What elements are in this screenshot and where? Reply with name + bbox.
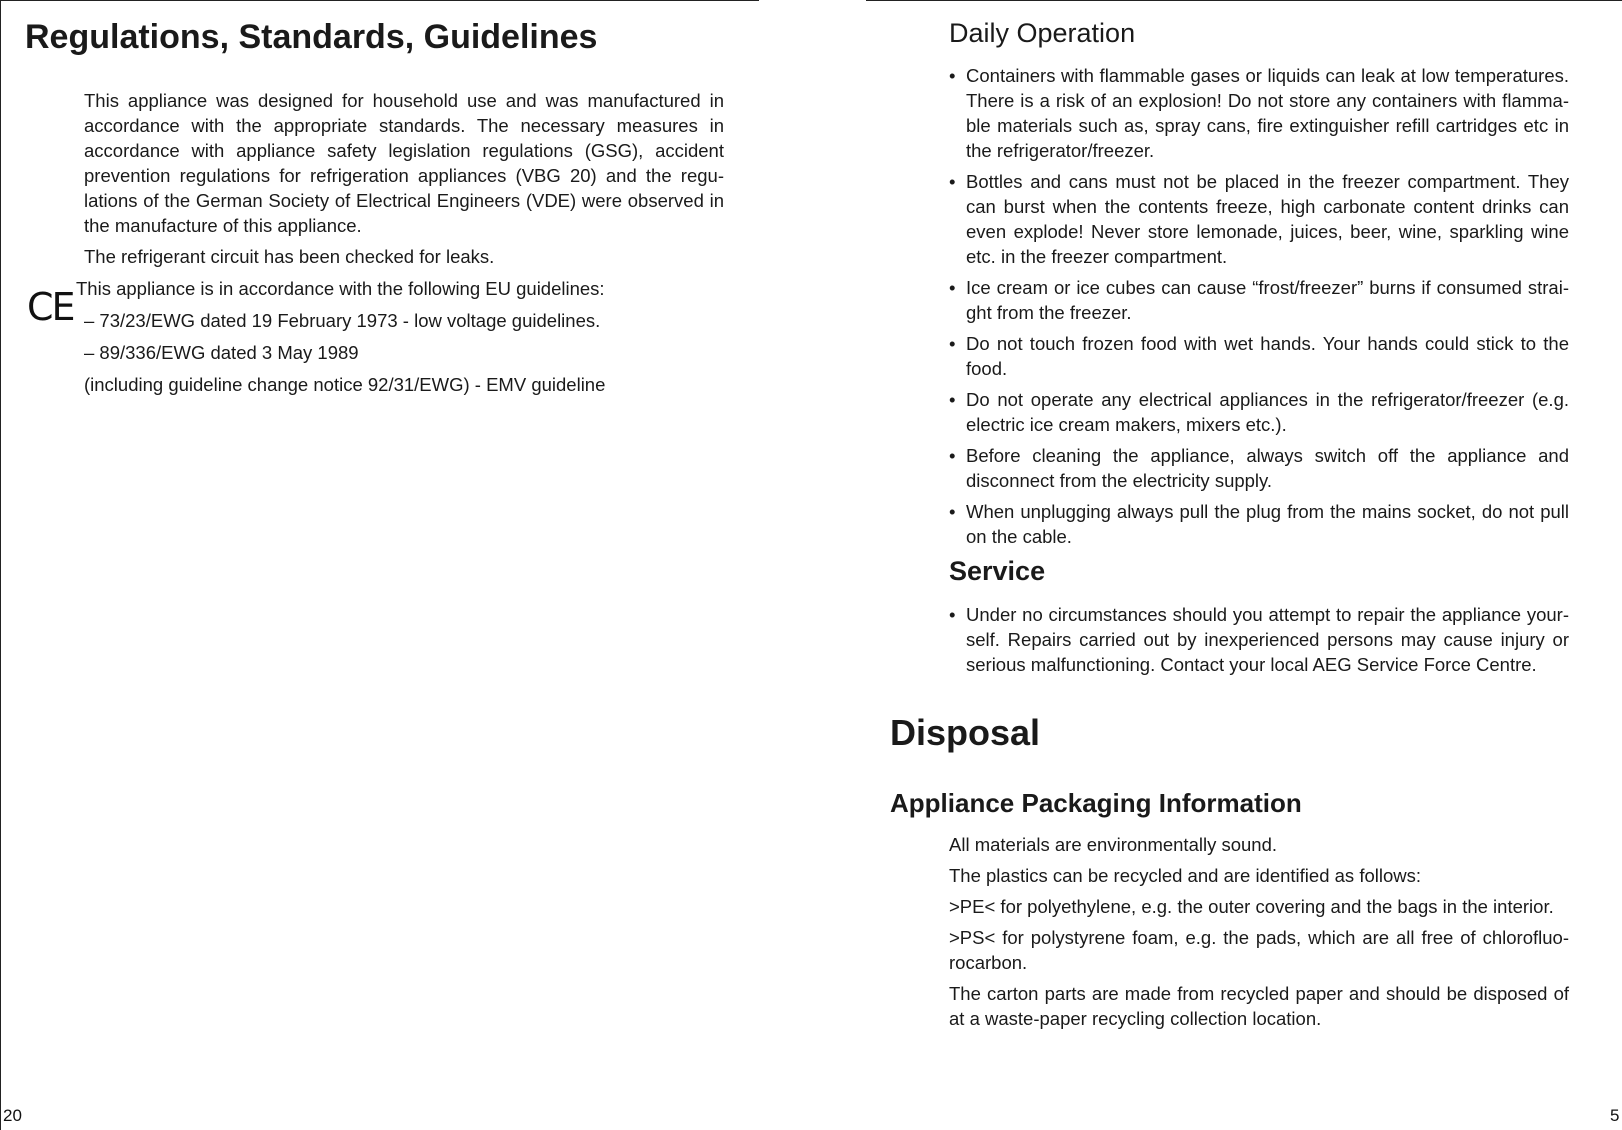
left-page bbox=[0, 0, 761, 1130]
disposal-title: Disposal bbox=[890, 712, 1041, 753]
packaging-title: Appliance Packaging Information bbox=[890, 788, 1302, 818]
paragraph: The carton parts are made from recycled paper and should be disposed of at a waste-paper recycling collection location. bbox=[949, 983, 1569, 1029]
paragraph: The refrigerant circuit has been checked for leaks. bbox=[84, 246, 495, 267]
daily-operation-title: Daily Operation bbox=[949, 18, 1136, 48]
regulations-text bbox=[84, 88, 724, 275]
list-item: • Bottles and cans must not be placed in the freezer compartment. They can burst when the contents freeze, high carbonate content drinks can even explode! Never store lemonade, juices, beer, wine, sparkling wine etc. in the freezer compartment. bbox=[949, 171, 1569, 267]
list-item: • Before cleaning the appliance, always switch off the appliance and disconnect from the electricity supply. bbox=[949, 445, 1569, 491]
eu-guidelines bbox=[76, 276, 736, 403]
eu-item: – 89/336/EWG dated 3 May 1989 bbox=[84, 342, 359, 363]
service-title: Service bbox=[949, 556, 1046, 586]
service-list bbox=[949, 602, 1569, 683]
eu-intro: This appliance is in accordance with the following EU guidelines: bbox=[76, 278, 605, 299]
top-rule bbox=[866, 0, 1622, 1]
list-item: • Do not operate any electrical appliances in the refrigerator/freezer (e.g. electric ice cream makers, mixers etc.). bbox=[949, 389, 1569, 435]
page-number: 20 bbox=[3, 1106, 22, 1125]
eu-item: – 73/23/EWG dated 19 February 1973 - low voltage guidelines. bbox=[84, 310, 601, 331]
paragraph: All materials are environmentally sound. bbox=[949, 834, 1278, 855]
paragraph: This appliance was designed for household use and was manufactured in accordance with the appropriate standards. The necessary measures in accordance with appliance safety legislation regulations (GSG), accident prevention regulations for refrigeration appliances (VBG 20) and the regu-lations of the German Society of Electrical Engineers (VDE) were observed in the manufacture of this appliance. bbox=[84, 90, 724, 236]
page-number: 5 bbox=[1610, 1106, 1620, 1125]
list-item: • When unplugging always pull the plug from the mains socket, do not pull on the cable. bbox=[949, 501, 1569, 547]
paragraph: The plastics can be recycled and are identified as follows: bbox=[949, 865, 1422, 886]
right-page bbox=[866, 0, 1622, 1130]
daily-operation-list bbox=[949, 63, 1569, 555]
ce-mark-icon: CE bbox=[27, 285, 74, 329]
packaging-text bbox=[949, 832, 1569, 1037]
top-rule bbox=[1, 0, 759, 1]
list-item: • Do not touch frozen food with wet hands. Your hands could stick to the food. bbox=[949, 333, 1569, 379]
list-item: • Ice cream or ice cubes can cause “frost/freezer” burns if consumed strai-ght from the freezer. bbox=[949, 277, 1569, 323]
eu-item: (including guideline change notice 92/31/EWG) - EMV guideline bbox=[84, 374, 606, 395]
page-title: Regulations, Standards, Guidelines bbox=[25, 18, 598, 56]
paragraph: >PS< for polystyrene foam, e.g. the pads, which are all free of chlorofluo-rocarbon. bbox=[949, 927, 1569, 973]
list-item: • Under no circumstances should you attempt to repair the appliance your-self. Repairs carried out by inexperienced persons may cause injury or serious malfunctioning. Contact your local AEG Service Force Centre. bbox=[949, 604, 1569, 675]
paragraph: >PE< for polyethylene, e.g. the outer covering and the bags in the interior. bbox=[949, 896, 1554, 917]
list-item: • Containers with flammable gases or liquids can leak at low temperatures. There is a risk of an explosion! Do not store any containers with flamma-ble materials such as, spray cans, fire extinguisher refill cartridges etc in the refrigerator/freezer. bbox=[949, 65, 1569, 161]
